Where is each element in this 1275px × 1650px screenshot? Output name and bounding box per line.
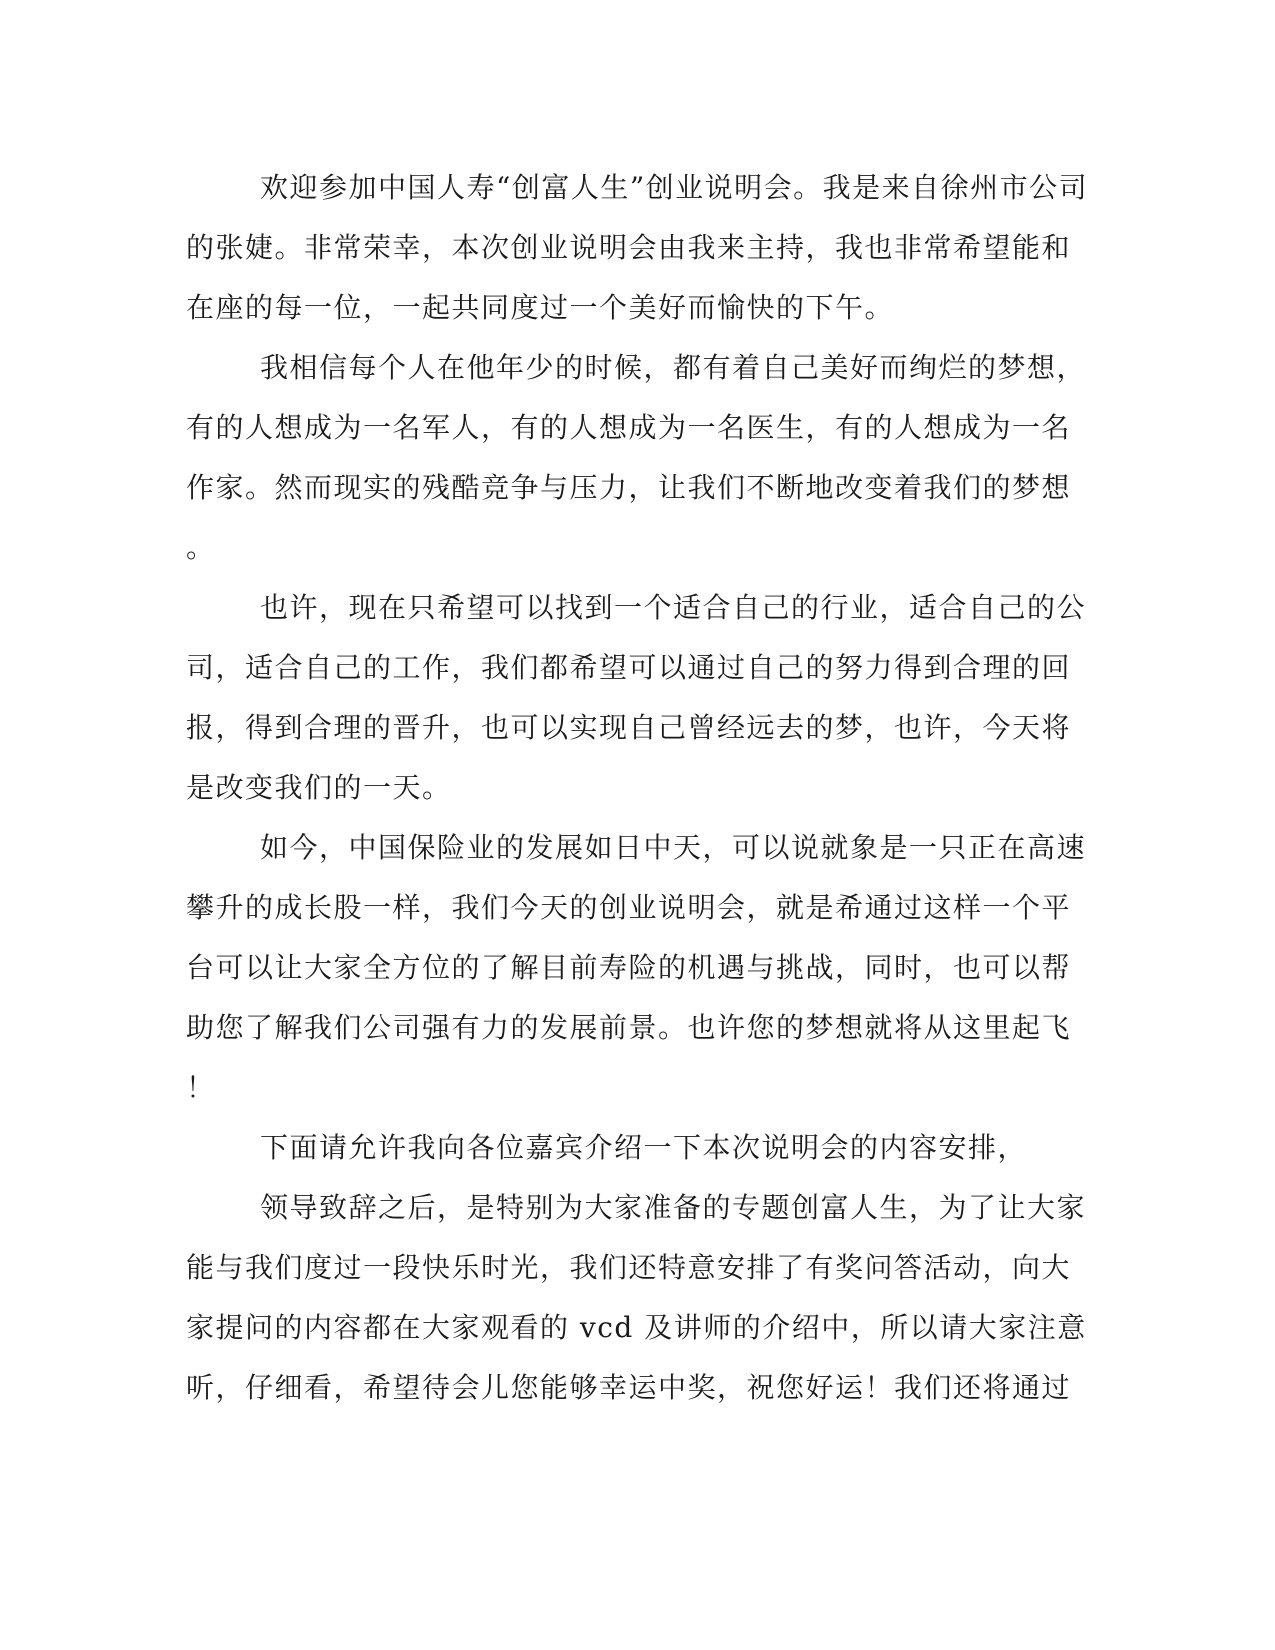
text-line: 如今，中国保险业的发展如日中天，可以说就象是一只正在高速 bbox=[260, 831, 1087, 864]
text-line: 有的人想成为一名军人，有的人想成为一名医生，有的人想成为一名 bbox=[186, 411, 1072, 444]
text-line: 攀升的成长股一样，我们今天的创业说明会，就是希通过这样一个平 bbox=[186, 891, 1072, 924]
text-line: 能与我们度过一段快乐时光，我们还特意安排了有奖问答活动，向大 bbox=[186, 1251, 1072, 1284]
text-line: 也许，现在只希望可以找到一个适合自己的行业，适合自己的公 bbox=[260, 591, 1087, 624]
text-line: 听，仔细看，希望待会儿您能够幸运中奖，祝您好运！我们还将通过 bbox=[186, 1371, 1072, 1404]
text-line: 欢迎参加中国人寿“创富人生”创业说明会。我是来自徐州市公司 bbox=[260, 171, 1089, 204]
document-body bbox=[186, 158, 1089, 1418]
text-line: 我相信每个人在他年少的时候，都有着自己美好而绚烂的梦想， bbox=[260, 351, 1087, 384]
text-line: 下面请允许我向各位嘉宾介绍一下本次说明会的内容安排， bbox=[260, 1131, 1028, 1164]
text-line: 在座的每一位，一起共同度过一个美好而愉快的下午。 bbox=[186, 291, 895, 324]
text-line: 领导致辞之后，是特别为大家准备的专题创富人生，为了让大家 bbox=[260, 1191, 1087, 1224]
text-line: 司，适合自己的工作，我们都希望可以通过自己的努力得到合理的回 bbox=[186, 651, 1072, 684]
text-line: 台可以让大家全方位的了解目前寿险的机遇与挑战，同时，也可以帮 bbox=[186, 951, 1072, 984]
text-line: 的张婕。非常荣幸，本次创业说明会由我来主持，我也非常希望能和 bbox=[186, 231, 1072, 264]
text-line: 。 bbox=[186, 531, 216, 564]
text-line: 助您了解我们公司强有力的发展前景。也许您的梦想就将从这里起飞 bbox=[186, 1011, 1072, 1044]
text-line: 是改变我们的一天。 bbox=[186, 771, 452, 804]
text-line: 报，得到合理的晋升，也可以实现自己曾经远去的梦，也许，今天将 bbox=[186, 711, 1072, 744]
text-line: 家提问的内容都在大家观看的 vcd 及讲师的介绍中，所以请大家注意 bbox=[186, 1311, 1087, 1344]
text-line: 作家。然而现实的残酷竞争与压力，让我们不断地改变着我们的梦想 bbox=[186, 471, 1072, 504]
text-line: ！ bbox=[186, 1071, 216, 1104]
